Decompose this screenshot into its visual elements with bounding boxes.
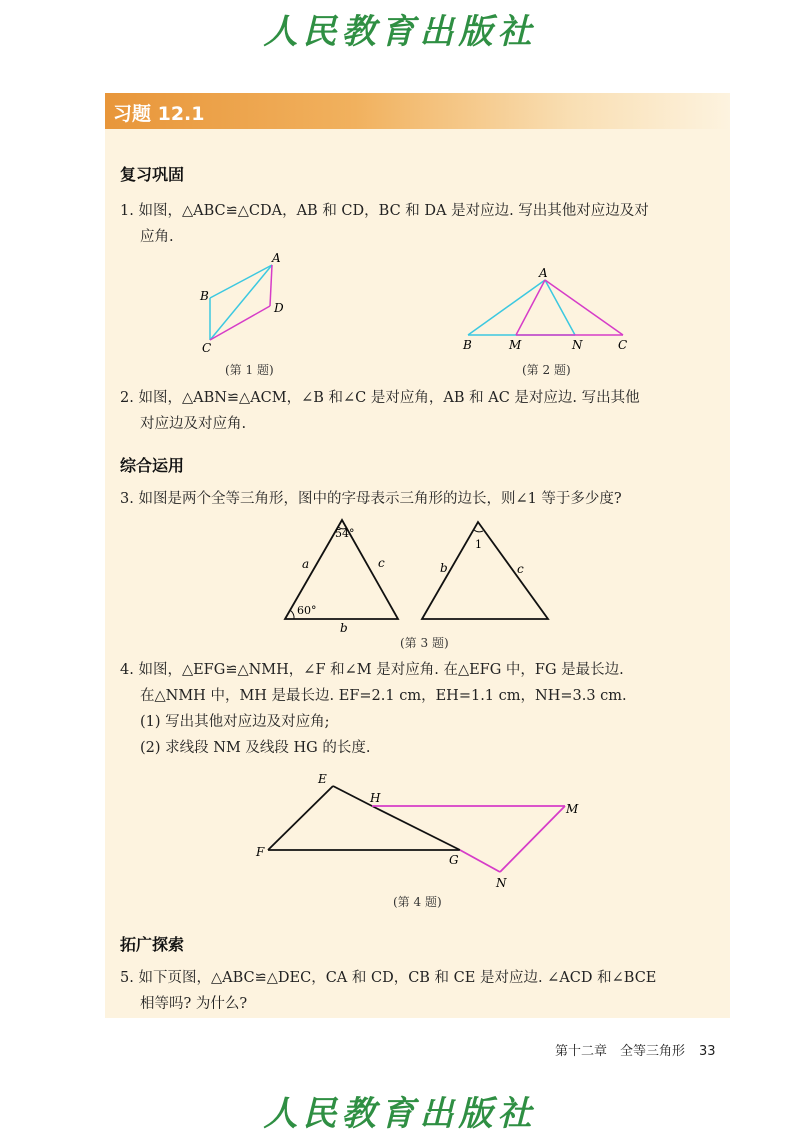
- publisher-logo-bottom: 人民教育出版社: [263, 1094, 537, 1134]
- fig2-label-m: M: [509, 338, 522, 352]
- fig3-label-c2: c: [517, 562, 524, 576]
- footer-chapter: 第十二章 全等三角形: [555, 1044, 686, 1059]
- figure-2: [462, 266, 627, 352]
- fig4-label-e: E: [318, 772, 327, 786]
- fig4-label-h: H: [370, 791, 381, 805]
- fig2-line-am: [516, 280, 545, 335]
- exercise-title: 习题 12.1: [113, 103, 205, 125]
- problem-5-line-1: 5. 如下页图，△ABC≌△DEC，CA 和 CD，CB 和 CE 是对应边. ∠ACD 和∠BCE: [120, 970, 657, 986]
- fig3-label-60: 60°: [297, 604, 317, 617]
- fig4-line-hg: [372, 806, 460, 850]
- caption-figure-2: (第 2 题): [522, 363, 571, 377]
- caption-figure-4: (第 4 题): [393, 895, 442, 909]
- problem-2-line-2: 对应边及对应角.: [140, 416, 247, 432]
- fig3-label-b: b: [340, 621, 348, 635]
- fig3-label-b2: b: [440, 561, 448, 575]
- problem-4-line-2: 在△NMH 中，MH 是最长边. EF=2.1 cm，EH=1.1 cm，NH=3.3 cm.: [140, 688, 627, 704]
- fig1-line-ca: [210, 265, 272, 340]
- figure-3: [285, 520, 548, 635]
- fig1-label-c: C: [202, 341, 212, 355]
- problem-3-line-1: 3. 如图是两个全等三角形，图中的字母表示三角形的边长，则∠1 等于多少度?: [120, 491, 622, 507]
- fig1-line-dc: [210, 306, 270, 340]
- page-footer: [555, 1040, 716, 1059]
- fig2-line-ac: [545, 280, 623, 335]
- fig4-line-mn: [500, 806, 565, 872]
- fig3-label-54: 54°: [335, 527, 355, 540]
- fig1-label-b: B: [200, 289, 209, 303]
- fig4-line-gn: [460, 850, 500, 872]
- fig4-label-g: G: [449, 853, 459, 867]
- fig1-label-a: A: [272, 251, 281, 265]
- figure-4: [255, 772, 579, 890]
- fig3-label-c: c: [378, 556, 385, 570]
- fig4-label-f: F: [256, 845, 265, 859]
- caption-figure-3: (第 3 题): [400, 636, 449, 650]
- section-review: 复习巩固: [120, 165, 185, 184]
- page-number: 33: [699, 1044, 716, 1059]
- fig2-line-ab: [468, 280, 545, 335]
- fig3-angle-arc-1: [474, 530, 483, 532]
- fig4-label-n: N: [496, 876, 507, 890]
- problem-4-sub-2: (2) 求线段 NM 及线段 HG 的长度.: [140, 740, 371, 756]
- fig4-line-fe: [268, 786, 333, 850]
- fig2-label-b: B: [463, 338, 472, 352]
- fig4-label-m: M: [566, 802, 579, 816]
- fig2-label-n: N: [572, 338, 583, 352]
- publisher-logo-top: 人民教育出版社: [263, 12, 537, 52]
- fig3-label-1: 1: [475, 538, 482, 551]
- caption-figure-1: (第 1 题): [225, 363, 274, 377]
- fig1-line-ba: [210, 265, 272, 298]
- problem-5-line-2: 相等吗? 为什么?: [140, 996, 248, 1012]
- problem-1-line-1: 1. 如图，△ABC≌△CDA，AB 和 CD，BC 和 DA 是对应边. 写出其他对应边及对: [120, 203, 649, 219]
- fig2-label-c: C: [618, 338, 628, 352]
- figure-1: [199, 251, 284, 355]
- fig1-line-ad: [270, 265, 272, 306]
- fig2-line-an: [545, 280, 575, 335]
- fig3-label-a: a: [302, 557, 310, 571]
- fig4-line-eh: [333, 786, 372, 806]
- section-explore: 拓广探索: [120, 935, 185, 954]
- problem-4-sub-1: (1) 写出其他对应边及对应角;: [140, 714, 330, 730]
- fig1-label-d: D: [274, 301, 284, 315]
- problem-4-line-1: 4. 如图，△EFG≌△NMH，∠F 和∠M 是对应角. 在△EFG 中，FG 是最长边.: [120, 662, 624, 678]
- problem-1-line-2: 应角.: [140, 229, 174, 245]
- fig3-angle-arc-60: [290, 610, 294, 619]
- section-apply: 综合运用: [120, 456, 185, 475]
- fig2-label-a: A: [539, 266, 548, 280]
- problem-2-line-1: 2. 如图，△ABN≌△ACM，∠B 和∠C 是对应角，AB 和 AC 是对应边. 写出其他: [120, 390, 640, 406]
